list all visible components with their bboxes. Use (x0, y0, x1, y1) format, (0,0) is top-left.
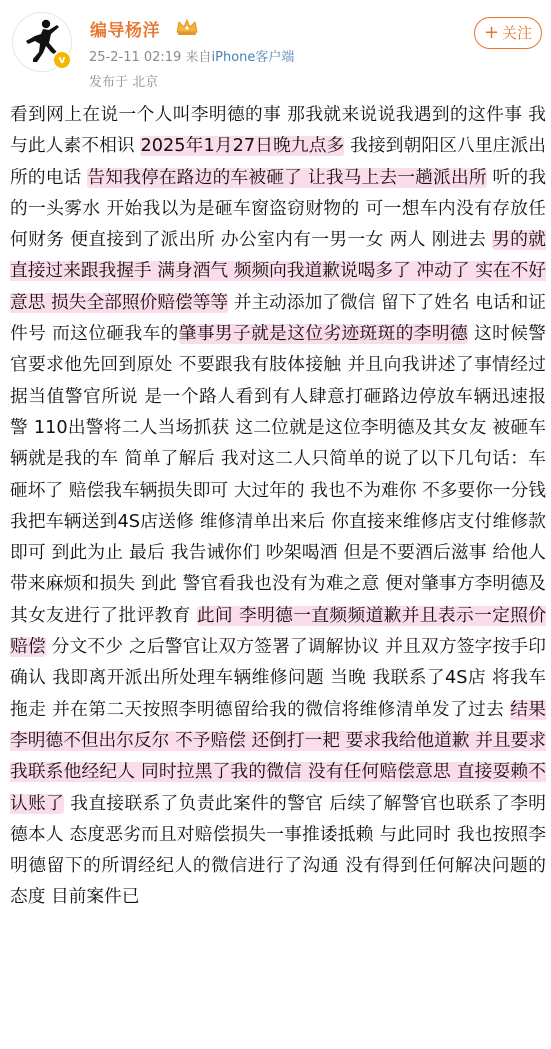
highlighted-text-segment: 肇事男子就是这位劣迹斑斑的李明德 (178, 324, 469, 345)
post-location: 发布于 北京 (89, 75, 159, 90)
follow-button-label: 关注 (502, 24, 533, 42)
text-segment: 看到网上在说一个人叫李明德的事 那我就来说说我遇到的这件事 我与此人素不相识 (10, 105, 546, 157)
author-name[interactable]: 编导杨洋 (90, 21, 160, 41)
highlighted-text-segment: 男的就直接过来跟我握手 满身酒气 频频向我道歉说喝多了 冲动了 实在不好意思 损失全部照价赔偿等等 (10, 230, 546, 313)
follow-button[interactable] (474, 17, 542, 49)
text-segment: 听的我的一头雾水 开始我以为是砸车窗盗窃财物的 可一想车内没有存放任何财务 便直接到了派出所 办公室内有一男一女 两人 刚进去 (10, 167, 547, 251)
post-source-prefix: 来自 (185, 50, 212, 65)
crown-icon (175, 17, 199, 37)
post-meta (89, 46, 294, 65)
post-header (0, 0, 551, 100)
verified-icon: v (52, 50, 72, 70)
post-content (10, 100, 546, 914)
highlighted-text-segment: 2025年1月27日晚九点多 (140, 136, 345, 157)
post-datetime: 25-2-11 02:19 (89, 50, 182, 65)
highlighted-text-segment: 此间 李明德一直频频道歉并且表示一定照价赔偿 (10, 605, 547, 658)
text-segment: 并主动添加了微信 留下了姓名 电话和证件号 而这位砸我车的 (10, 292, 546, 345)
text-segment: 我直接联系了负责此案件的警官 后续了解警官也联系了李明德本人 态度恶劣而且对赔偿损失一事推诿抵赖 与此同时 我也按照李明德留下的所谓经纪人的微信进行了沟通 没有得到任何解决问题的态度 目前案件已 (10, 793, 546, 908)
plus-icon: + (483, 22, 500, 43)
highlighted-text-segment: 告知我停在路边的车被砸了 让我马上去一趟派出所 (87, 167, 487, 188)
post-source-link[interactable]: iPhone客户端 (211, 50, 295, 65)
text-segment: 这时候警官要求他先回到原处 不要跟我有肢体接触 并且向我讲述了事情经过 据当值警官所说 是一个路人看到有人肆意打砸路边停放车辆迅速报警 110出警将二人当场抓获 这二位就是这位李明德及其女友 被砸车辆就是我的车 简单了解后 我对这二人只简单的说了以下几句话：车砸坏了 赔偿我车辆损失即可 大过年的 我也不为难你 不多要你一分钱 我把车辆送到4S店送修 维修清单出来后 你直接来维修店支付维修款即可 到此为止 最后 我告诫你们 吵架喝酒 但是不要酒后滋事 给他人带来麻烦和损失 到此 警官看我也没有为难之意 便对肇事方李明德及其女友进行了批评教育 (10, 324, 546, 626)
text-segment: 我接到朝阳区八里庄派出所的电话 (10, 136, 546, 188)
text-segment: 分文不少 之后警官让双方签署了调解协议 并且双方签字按手印确认 我即离开派出所处理车辆维修问题 当晚 我联系了4S店 将我车拖走 并在第二天按照李明德留给我的微信将维修清单发了过去 (10, 637, 546, 720)
highlighted-text-segment: 结果李明德不但出尔反尔 不予赔偿 还倒打一耙 要求我给他道歉 并且要求我联系他经纪人 同时拉黑了我的微信 没有任何赔偿意思 直接耍赖不认账了 (10, 699, 546, 814)
